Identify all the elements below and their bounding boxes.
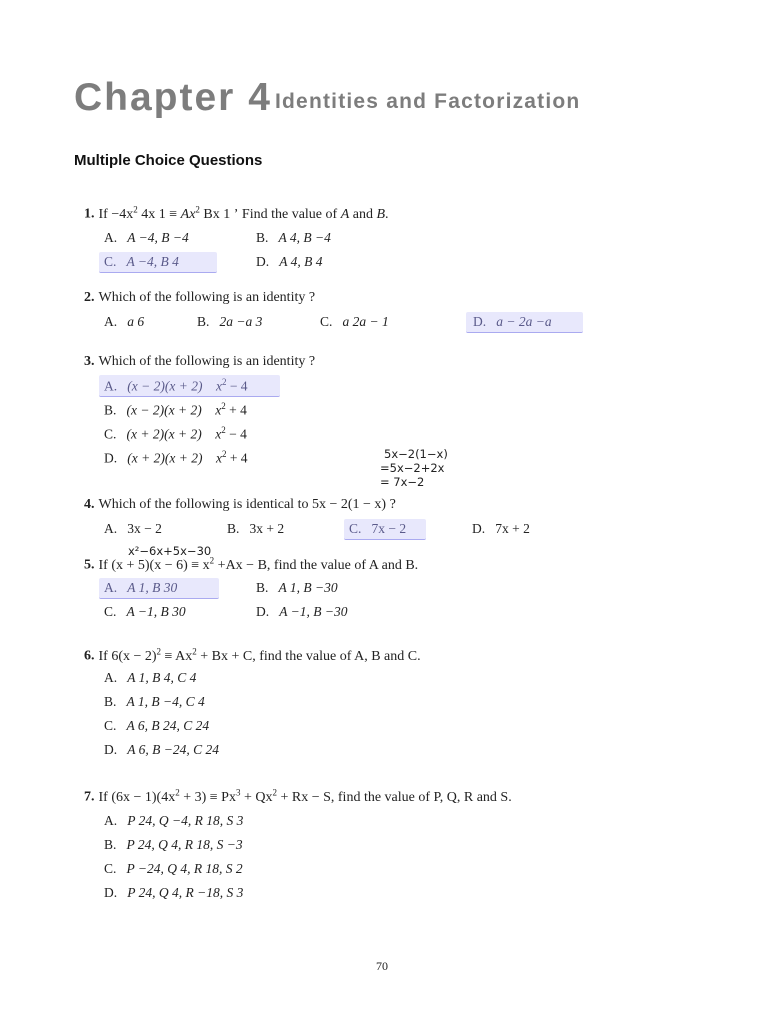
- option-5d[interactable]: D. A −1, B −30: [256, 604, 348, 619]
- question-number: 3.: [84, 354, 95, 369]
- question-1: [84, 204, 389, 223]
- question-stem: If $(6x - 1)(4x^2 + 3) \equiv Px^3 + Qx^2 + Rx - S$, find the value of P, Q, R and S.: [98, 787, 512, 805]
- question-stem: If $(x + 5)(x - 6) \equiv x^2 +Ax - B$, find the value of A and B.: [98, 555, 419, 573]
- question-stem: Which of the following is an identity ?: [98, 290, 316, 305]
- option-5c[interactable]: C. A −1, B 30: [104, 604, 186, 619]
- question-number: 1.: [84, 206, 95, 222]
- option-6a[interactable]: A. A 1, B 4, C 4: [104, 670, 197, 685]
- question-stem: Which of the following is identical to 5x − 2(1 − x) ?: [98, 497, 396, 512]
- question-5: [84, 555, 418, 574]
- option-2c[interactable]: C. a 2a − 1: [320, 314, 389, 329]
- chapter-subtitle: Identities and Factorization: [275, 90, 581, 113]
- option-4c[interactable]: C. 7x − 2: [349, 521, 407, 536]
- question-4: [84, 495, 396, 513]
- option-5b[interactable]: B. A 1, B −30: [256, 580, 338, 595]
- option-1c[interactable]: C. A −4, B 4: [104, 254, 179, 269]
- question-7: [84, 787, 512, 806]
- handwriting-line: = 7x−2: [380, 475, 425, 489]
- option-7a[interactable]: A. P 24, Q −4, R 18, S 3: [104, 813, 244, 828]
- question-3: [84, 352, 315, 370]
- option-1b[interactable]: B. A 4, B −4: [256, 230, 331, 245]
- handwritten-working: [380, 446, 470, 490]
- handwriting-line: 5x−2(1−x): [384, 447, 448, 461]
- option-2b[interactable]: B. 2a −a 3: [197, 314, 263, 329]
- option-3b[interactable]: B. (x − 2)(x + 2) $x^2 + 4$: [104, 401, 247, 418]
- option-7b[interactable]: B. P 24, Q 4, R 18, S −3: [104, 837, 243, 852]
- handwriting-line: x²−6x+5x−30: [128, 544, 212, 558]
- option-4b[interactable]: B. 3x + 2: [227, 521, 285, 536]
- option-4d[interactable]: D. 7x + 2: [472, 521, 530, 536]
- option-3c[interactable]: C. (x + 2)(x + 2) $x^2 - 4$: [104, 425, 247, 442]
- option-6b[interactable]: B. A 1, B −4, C 4: [104, 694, 205, 709]
- option-3d[interactable]: D. (x + 2)(x + 2) $x^2 + 4$: [104, 449, 248, 466]
- option-7c[interactable]: C. P −24, Q 4, R 18, S 2: [104, 861, 243, 876]
- section-title: Multiple Choice Questions: [74, 152, 263, 169]
- option-2d[interactable]: D. a − 2a −a: [473, 314, 552, 329]
- question-number: 7.: [84, 789, 95, 805]
- option-3a[interactable]: A. (x − 2)(x + 2) $x^2 - 4$: [104, 377, 248, 394]
- question-stem: If $6(x - 2)^2 \equiv Ax^2 + Bx + C$, find the value of A, B and C.: [98, 646, 421, 664]
- question-number: 4.: [84, 497, 95, 512]
- question-2: [84, 288, 315, 306]
- question-6: [84, 646, 421, 665]
- question-number: 5.: [84, 557, 95, 573]
- option-1a[interactable]: A. A −4, B −4: [104, 230, 189, 245]
- option-2a[interactable]: A. a 6: [104, 314, 145, 329]
- option-6c[interactable]: C. A 6, B 24, C 24: [104, 718, 210, 733]
- question-stem: $If -4x^2$ 4x $1 \equiv Ax^2$ Bx 1 ʼ Find the value of A and B.: [98, 204, 389, 222]
- question-stem: Which of the following is an identity ?: [98, 354, 316, 369]
- question-number: 2.: [84, 290, 95, 305]
- page-number: 70: [376, 959, 388, 973]
- option-6d[interactable]: D. A 6, B −24, C 24: [104, 742, 219, 757]
- handwriting-line: =5x−2+2x: [380, 461, 445, 475]
- option-7d[interactable]: D. P 24, Q 4, R −18, S 3: [104, 885, 244, 900]
- option-1d[interactable]: D. A 4, B 4: [256, 254, 323, 269]
- option-4a[interactable]: A. 3x − 2: [104, 521, 162, 536]
- chapter-title: Chapter 4: [74, 76, 272, 119]
- question-number: 6.: [84, 648, 95, 664]
- option-5a[interactable]: A. A 1, B 30: [104, 580, 178, 595]
